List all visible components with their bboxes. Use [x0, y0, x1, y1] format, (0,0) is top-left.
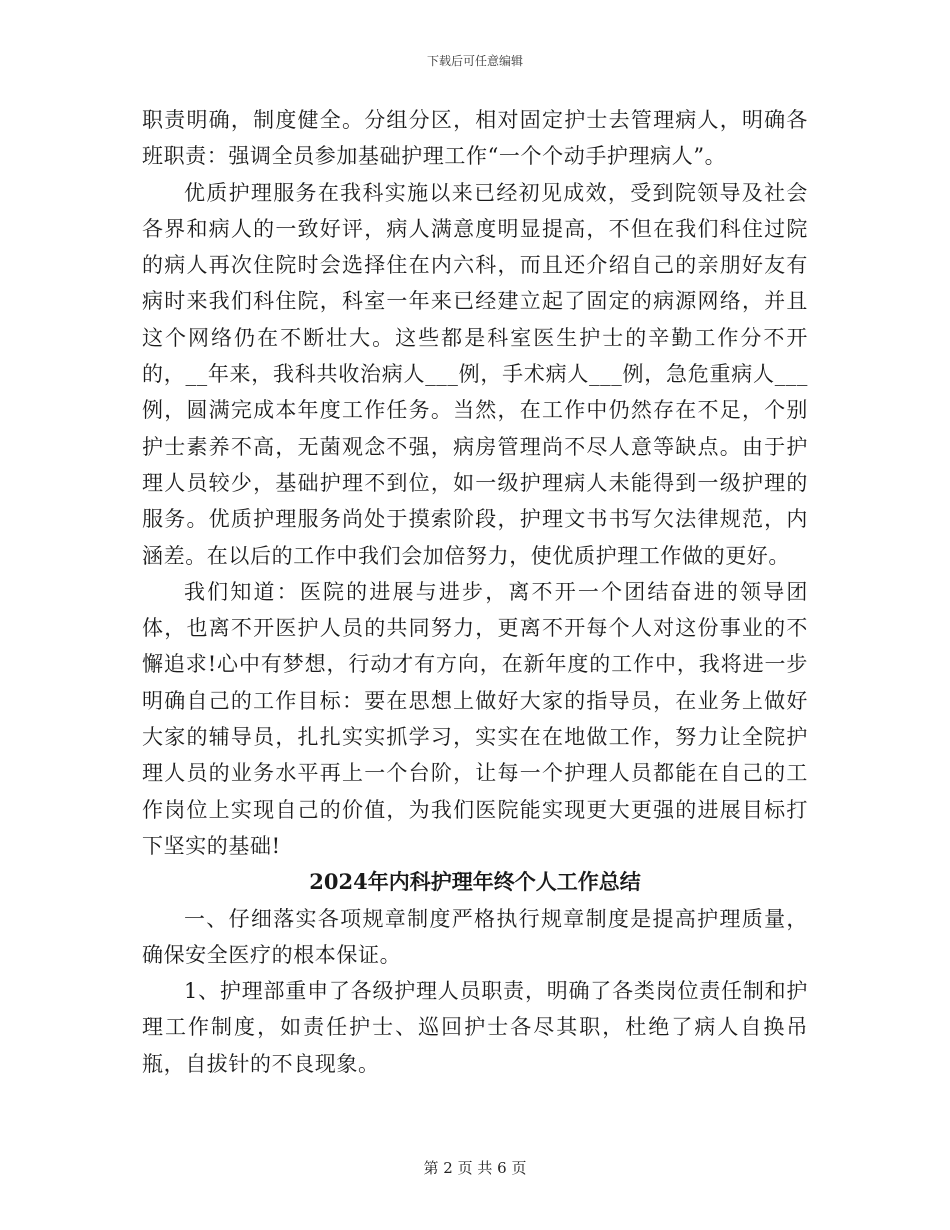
- page-number-footer: 第 2 页 共 6 页: [423, 1159, 527, 1177]
- section-title: 2024年内科护理年终个人工作总结: [309, 869, 641, 895]
- page-header-note: 下载后可任意编辑: [426, 54, 523, 68]
- paragraph-regulations: 一、仔细落实各项规章制度严格执行规章制度是提高护理质量，确保安全医疗的根本保证。: [142, 906, 808, 967]
- paragraph-duties: 1、护理部重申了各级护理人员职责，明确了各类岗位责任制和护理工作制度，如责任护士、巡回护士各尽其职，杜绝了病人自换吊瓶，自拔针的不良现象。: [142, 979, 808, 1076]
- paragraph-goals: 我们知道：医院的进展与进步，离不开一个团结奋进的领导团体，也离不开医护人员的共同努力，更离不开每个人对这份事业的不懈追求!心中有梦想，行动才有方向，在新年度的工作中，我将进一步明确自己的工作目标：要在思想上做好大家的指导员，在业务上做好大家的辅导员，扎扎实实抓学习，实实在在地做工作，努力让全院护理人员的业务水平再上一个台阶，让每一个护理人员都能在自己的工作岗位上实现自己的价值，为我们医院能实现更大更强的进展目标打下坚实的基础!: [142, 579, 808, 858]
- paragraph-quality-service: 优质护理服务在我科实施以来已经初见成效，受到院领导及社会各界和病人的一致好评，病人满意度明显提高，不但在我们科住过院的病人再次住院时会选择住在内六科，而且还介绍自己的亲朋好友有病时来我们科住院，科室一年来已经建立起了固定的病源网络，并且这个网络仍在不断壮大。这些都是科室医生护士的辛勤工作分不开的，__年来，我科共收治病人___例，手术病人___例，急危重病人___例，圆满完成本年度工作任务。当然，在工作中仍然存在不足，个别护士素养不高，无菌观念不强，病房管理尚不尽人意等缺点。由于护理人员较少，基础护理不到位，如一级护理病人未能得到一级护理的服务。优质护理服务尚处于摸索阶段，护理文书书写欠法律规范，内涵差。在以后的工作中我们会加倍努力，使优质护理工作做的更好。: [142, 180, 808, 568]
- document-body: [142, 102, 808, 1082]
- paragraph-continued: 职责明确，制度健全。分组分区，相对固定护士去管理病人，明确各班职责：强调全员参加基础护理工作“一个个动手护理病人”。: [142, 108, 808, 169]
